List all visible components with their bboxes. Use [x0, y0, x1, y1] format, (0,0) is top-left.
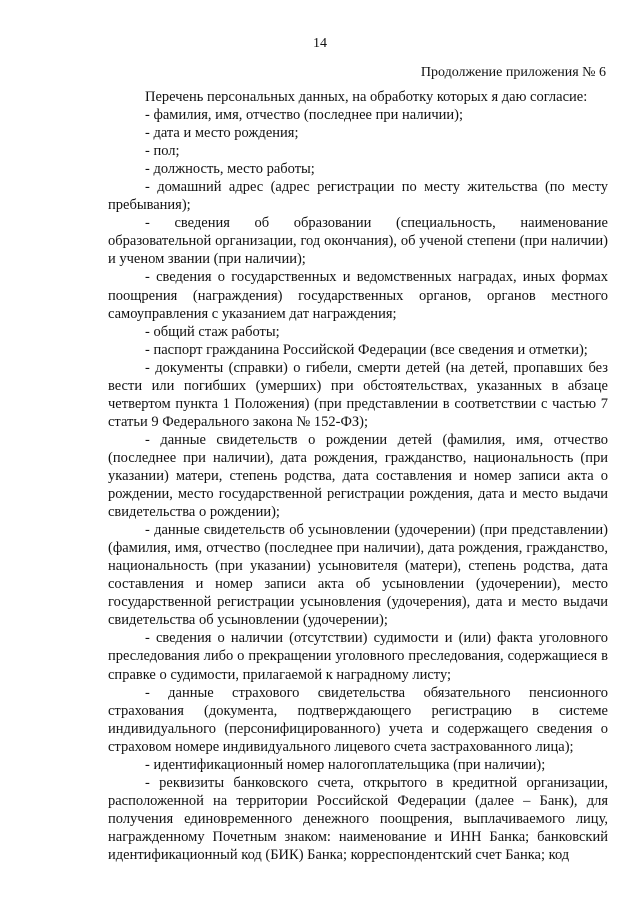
personal-data-list — [108, 88, 608, 864]
list-item: - фамилия, имя, отчество (последнее при наличии); — [145, 107, 464, 124]
list-item: - данные свидетельств о рождении детей (фамилия, имя, отчество (последнее при наличии), дата рождения, гражданство, национальность (при указании) матери, степень родства, дата составления и номер записи акта о рождении, место государственной регистрации рождения, дата и место выдачи свидетельства о рождении); — [108, 431, 608, 521]
list-item: - сведения о наличии (отсутствии) судимости и (или) факта уголовного преследования либо о прекращении уголовного преследования, содержащиеся в справке о судимости, прилагаемой к наградному листу; — [108, 630, 608, 683]
list-item: - данные свидетельств об усыновлении (удочерении) (при представлении) (фамилия, имя, отчество (последнее при наличии), дата рождения, гражданство, национальность (при указании) усыновителя (матери), степень родства, дата составления и номер записи акта об усыновлении (удочерении), место государственной регистрации усыновления (удочерения), дата и место выдачи свидетельства об усыновлении (удочерении); — [108, 522, 608, 629]
list-item: - паспорт гражданина Российской Федерации (все сведения и отметки); — [145, 341, 588, 358]
list-intro: Перечень персональных данных, на обработку которых я даю согласие: — [145, 89, 588, 105]
list-item: - реквизиты банковского счета, открытого в кредитной организации, расположенной на территории Российской Федерации (далее – Банк), для получения единовременного денежного поощрения, выплачиваемого лицу, награжденному Почетным знаком: наименование и ИНН Банка; банковский идентификационный код (БИК) Банка; корреспондентский счет Банка; код — [108, 774, 608, 863]
list-item: - общий стаж работы; — [145, 323, 280, 340]
list-item: - сведения об образовании (специальность, наименование образовательной организации, год окончания), об ученой степени (при наличии) и ученом звании (при наличии); — [108, 215, 608, 268]
list-item: - данные страхового свидетельства обязательного пенсионного страхования (документа, подтверждающего регистрацию в системе индивидуального (персонифицированного) учета и содержащего сведения о страховом номере индивидуального лицевого счета застрахованного лица); — [108, 684, 608, 755]
list-item: - домашний адрес (адрес регистрации по месту жительства (по месту пребывания); — [108, 179, 608, 214]
list-item: - пол; — [145, 143, 180, 160]
list-item: - дата и место рождения; — [145, 125, 299, 142]
list-item: - документы (справки) о гибели, смерти детей (на детей, пропавших без вести или погибших (умерших) при обстоятельствах, указанных в абзаце четвертом пункта 1 Положения) (при представлении в соответствии с частью 7 статьи 9 Федерального закона № 152-ФЗ); — [108, 359, 608, 430]
list-item: - должность, место работы; — [145, 161, 315, 178]
list-item: - идентификационный номер налогоплательщика (при наличии); — [145, 756, 546, 773]
page-number: 14 — [313, 36, 327, 51]
appendix-continuation-note: Продолжение приложения № 6 — [420, 65, 606, 80]
list-item: - сведения о государственных и ведомственных наградах, иных формах поощрения (награждения) государственных органов, органов местного самоуправления с указанием дат награждения; — [108, 269, 608, 322]
